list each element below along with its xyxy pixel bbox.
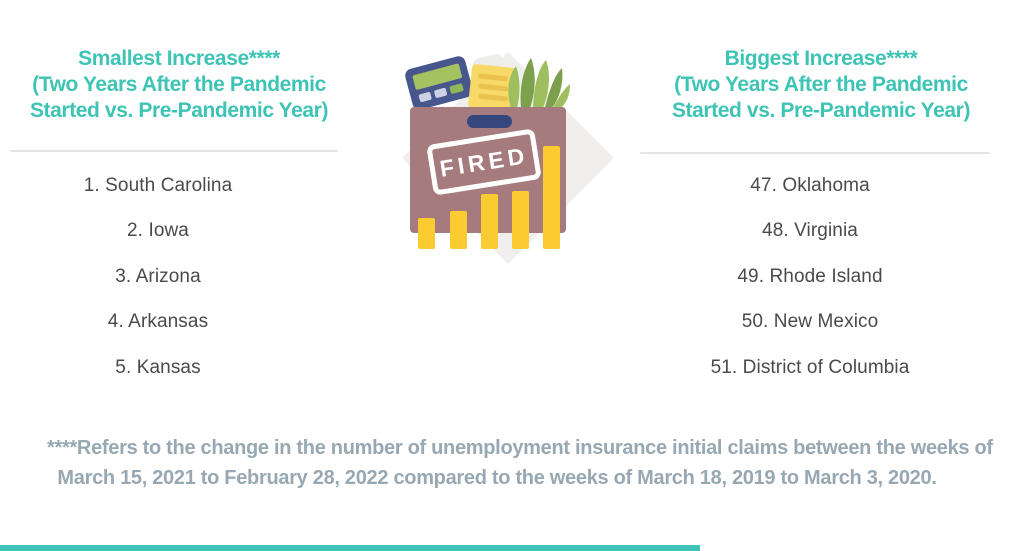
- right-title-line-1: Biggest Increase****: [724, 47, 918, 70]
- box-handle: [467, 115, 512, 128]
- left-divider: [10, 150, 338, 152]
- list-item: 4. Arkansas: [107, 311, 209, 333]
- list-item: 47. Oklahoma: [750, 174, 870, 196]
- bar: [450, 211, 467, 249]
- bar: [543, 146, 560, 249]
- list-item: 51. District of Columbia: [710, 356, 910, 378]
- right-title-line-3: Started vs. Pre-Pandemic Year): [671, 99, 971, 122]
- left-title-line-1: Smallest Increase****: [78, 47, 280, 70]
- bottom-accent-bar: [0, 545, 700, 551]
- right-column-title: [646, 46, 996, 124]
- bar: [481, 194, 498, 249]
- list-item: 1. South Carolina: [83, 174, 233, 196]
- left-column-title: [14, 46, 344, 124]
- fired-box-illustration: [394, 52, 634, 267]
- list-item: 2. Iowa: [127, 220, 189, 242]
- right-title-line-2: (Two Years After the Pandemic: [674, 73, 968, 96]
- smallest-increase-list: [0, 163, 316, 391]
- biggest-increase-list: [635, 163, 985, 391]
- footnote-line-1: ****Refers to the change in the number of unemployment insurance initial claims between the weeks of: [47, 437, 993, 459]
- list-item: 5. Kansas: [115, 356, 201, 378]
- stamp-label: FIRED: [438, 142, 530, 182]
- bar: [418, 218, 435, 249]
- list-item: 50. New Mexico: [741, 311, 879, 333]
- left-title-line-2: (Two Years After the Pandemic: [32, 73, 326, 96]
- footnote: [47, 433, 993, 493]
- list-item: 48. Virginia: [762, 220, 858, 242]
- right-divider: [640, 152, 990, 154]
- left-title-line-3: Started vs. Pre-Pandemic Year): [29, 99, 329, 122]
- list-item: 49. Rhode Island: [737, 265, 883, 287]
- list-item: 3. Arizona: [115, 265, 201, 287]
- footnote-line-2: March 15, 2021 to February 28, 2022 compared to the weeks of March 18, 2019 to March 3, 2020.: [57, 467, 937, 489]
- bar: [512, 191, 529, 249]
